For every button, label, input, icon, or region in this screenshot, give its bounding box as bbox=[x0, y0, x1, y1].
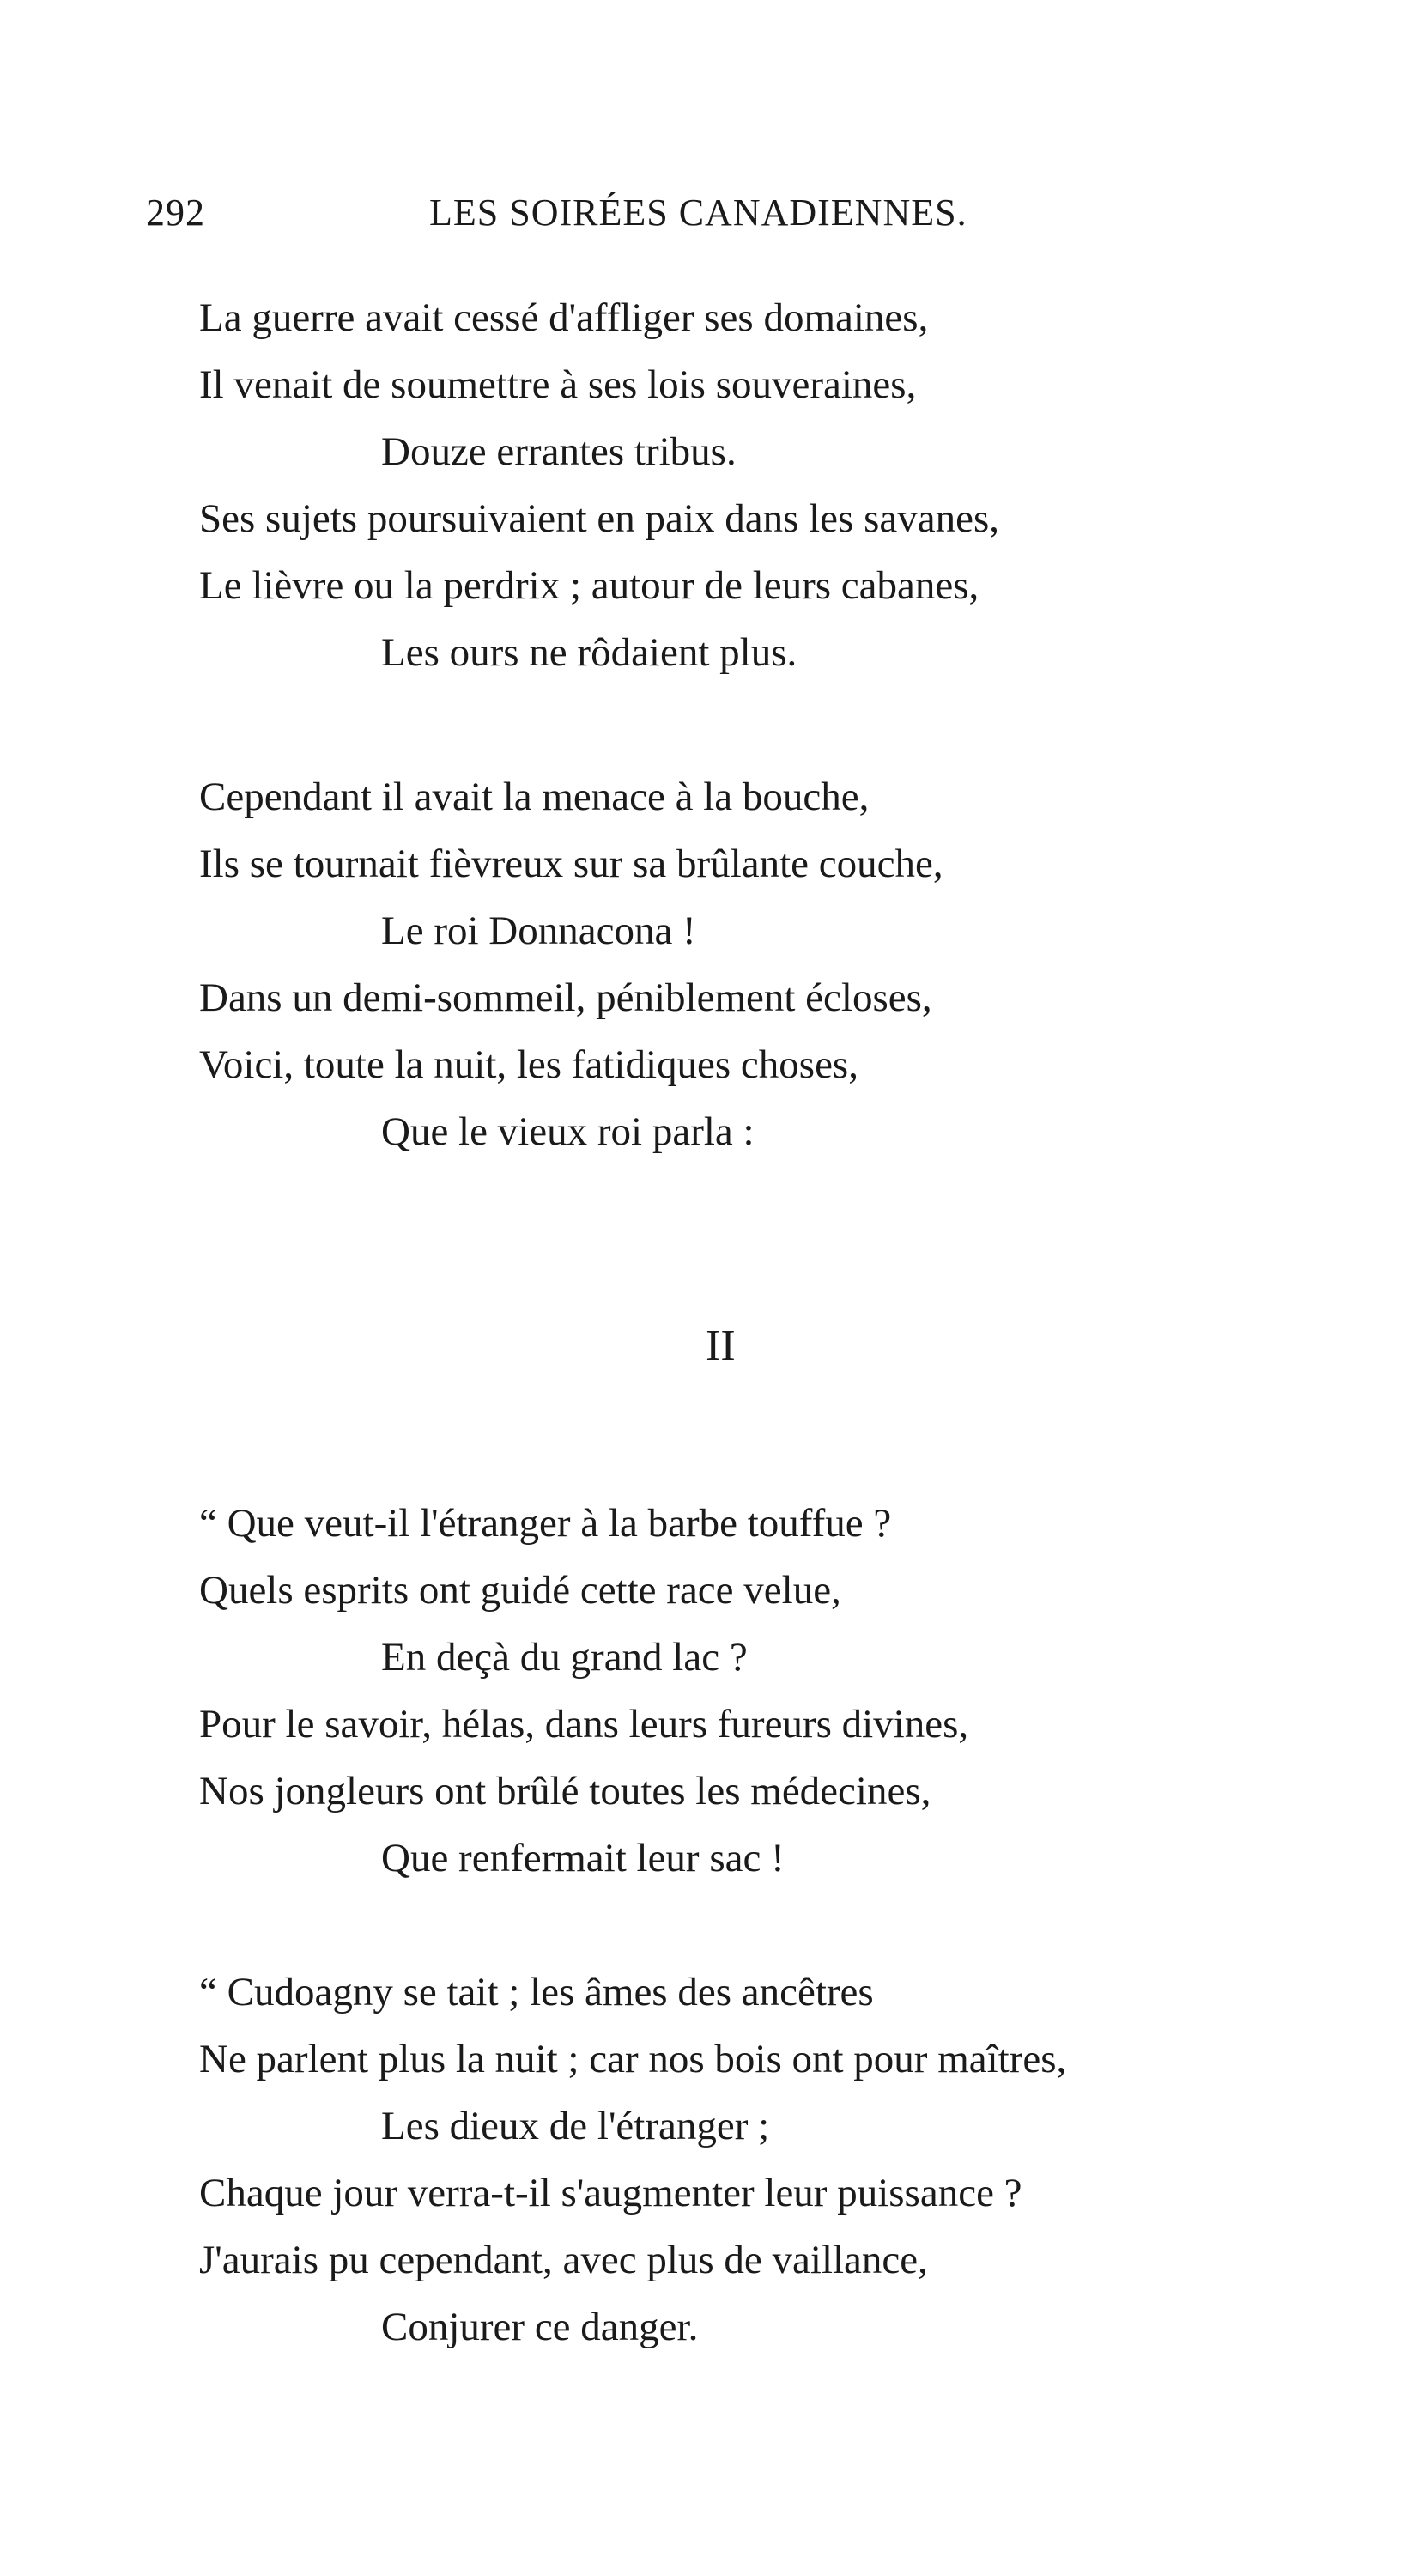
verse-line: “ Cudoagny se tait ; les âmes des ancêtres bbox=[199, 1970, 874, 2014]
verse-line: Ne parlent plus la nuit ; car nos bois ont pour maîtres, bbox=[199, 2037, 1067, 2081]
verse-line: Ses sujets poursuivaient en paix dans les savanes, bbox=[199, 496, 999, 541]
verse-line: La guerre avait cessé d'affliger ses domaines, bbox=[199, 295, 929, 340]
verse-line: En deçà du grand lac ? bbox=[381, 1635, 748, 1680]
verse-line: Les ours ne rôdaient plus. bbox=[381, 630, 797, 675]
verse-line: Chaque jour verra-t-il s'augmenter leur puissance ? bbox=[199, 2171, 1022, 2215]
verse-line: Conjurer ce danger. bbox=[381, 2305, 699, 2349]
verse-line: Les dieux de l'étranger ; bbox=[381, 2104, 770, 2148]
verse-line: Douze errantes tribus. bbox=[381, 429, 737, 474]
verse-line: J'aurais pu cependant, avec plus de vaillance, bbox=[199, 2238, 928, 2282]
verse-line: Que renfermait leur sac ! bbox=[381, 1836, 785, 1880]
page-number: 292 bbox=[146, 191, 205, 234]
verse-line: Voici, toute la nuit, les fatidiques choses, bbox=[199, 1042, 858, 1087]
verse-line: Il venait de soumettre à ses lois souveraines, bbox=[199, 362, 917, 407]
verse-line: Le lièvre ou la perdrix ; autour de leurs cabanes, bbox=[199, 563, 979, 608]
verse-line: Pour le savoir, hélas, dans leurs fureurs divines, bbox=[199, 1702, 969, 1747]
verse-line: “ Que veut-il l'étranger à la barbe touffue ? bbox=[199, 1501, 892, 1546]
section-numeral: II bbox=[706, 1321, 736, 1370]
verse-line: Que le vieux roi parla : bbox=[381, 1109, 755, 1154]
verse-line: Nos jongleurs ont brûlé toutes les médecines, bbox=[199, 1769, 931, 1814]
running-head bbox=[146, 191, 1056, 242]
verse-line: Le roi Donnacona ! bbox=[381, 908, 696, 953]
verse-line: Dans un demi-sommeil, péniblement écloses, bbox=[199, 975, 932, 1020]
verse-line: Quels esprits ont guidé cette race velue, bbox=[199, 1568, 841, 1613]
verse-line: Ils se tournait fièvreux sur sa brûlante couche, bbox=[199, 841, 943, 886]
running-title: LES SOIRÉES CANADIENNES. bbox=[429, 191, 967, 234]
verse-line: Cependant il avait la menace à la bouche, bbox=[199, 775, 870, 819]
